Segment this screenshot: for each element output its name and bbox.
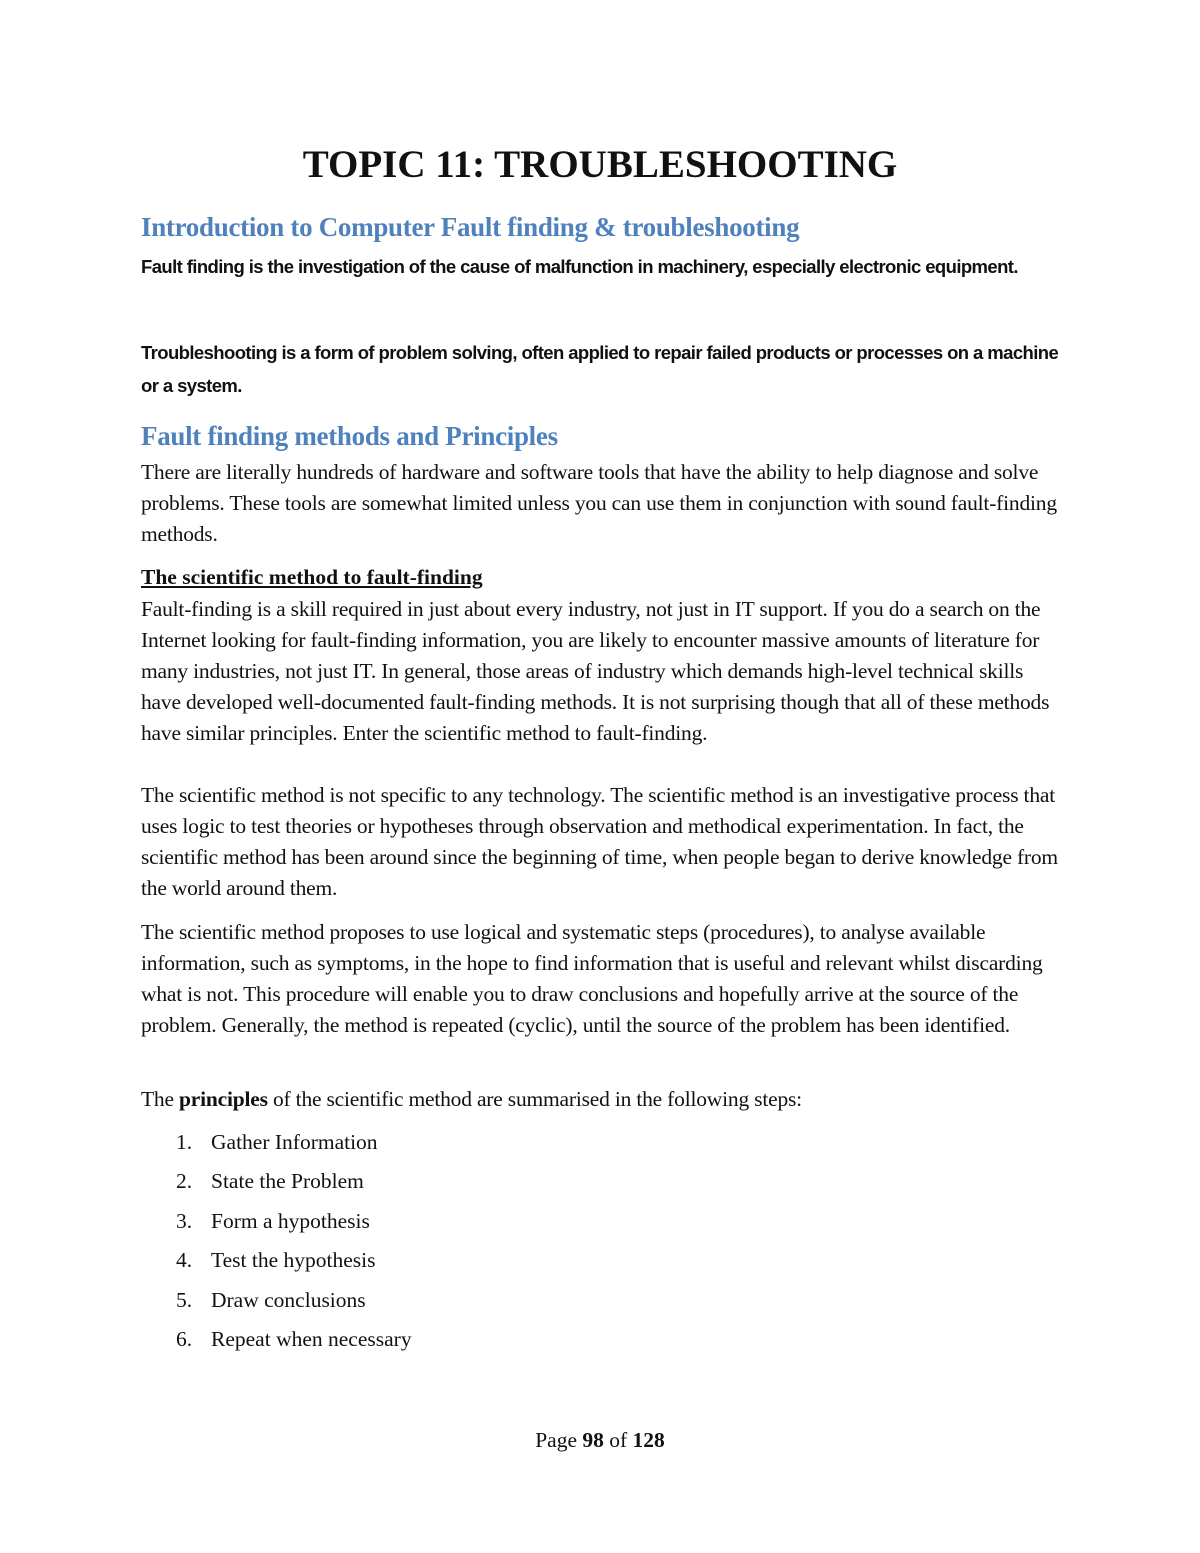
list-item [141,1281,1066,1320]
list-number: 2. [176,1169,193,1194]
paragraph-fault-finding-skill: Fault-finding is a skill required in just about every industry, not just in IT support. If you do a search on the Internet looking for fault-finding information, you are likely to encounter massive amounts of literature for many industries, not just IT. In general, those areas of industry which demands high-level technical skills have developed well-documented fault-finding methods. It is not surprising though that all of these methods have similar principles. Enter the scientific method to fault-finding. [141,597,1050,745]
paragraph-principles [141,1084,1066,1115]
list-text: Form a hypothesis [211,1208,370,1233]
text: of the scientific method are summarised in the following steps: [267,1087,802,1111]
list-number: 1. [176,1130,193,1154]
page-title: TOPIC 11: TROUBLESHOOTING [302,143,898,186]
list-number: 6. [176,1326,193,1351]
page-total: 128 [632,1428,665,1452]
list-text: State the Problem [211,1169,364,1194]
list-number: 3. [176,1208,193,1233]
list-item [141,1320,1066,1359]
list-text: Test the hypothesis [211,1248,376,1273]
section-heading-intro: Introduction to Computer Fault finding & troubleshooting [141,212,800,242]
page-number: 98 [582,1428,604,1452]
list-text: Repeat when necessary [211,1326,412,1351]
subheading-scientific-method: The scientific method to fault-finding [141,565,483,589]
list-item [141,1162,1066,1201]
paragraph-tools: There are literally hundreds of hardware and software tools that have the ability to help diagnose and solve problems. These tools are somewhat limited unless you can use them in conjunction with sound fault-finding methods. [141,460,1057,546]
paragraph-procedure: The scientific method proposes to use logical and systematic steps (procedures), to analyse available information, such as symptoms, in the hope to find information that is useful and relevant whilst discarding what is not. This procedure will enable you to draw conclusions and hopefully arrive at the source of the problem. Generally, the method is repeated (cyclic), until the source of the problem has been identified. [141,920,1043,1037]
list-number: 5. [176,1287,193,1312]
text: of [603,1428,633,1452]
list-item [141,1202,1066,1241]
list-item [141,1241,1066,1280]
list-text: Gather Information [211,1130,378,1154]
page-footer [0,1428,1200,1453]
principles-bold: principles [179,1087,268,1111]
paragraph-scientific-method: The scientific method is not specific to any technology. The scientific method is an investigative process that uses logic to test theories or hypotheses through observation and methodical experimentation. In fact, the scientific method has been around since the beginning of time, when people began to derive knowledge from the world around them. [141,783,1058,900]
text: Page [535,1428,583,1452]
list-item [141,1123,1066,1162]
definition-fault-finding: Fault finding is the investigation of the cause of malfunction in machinery, especially electronic equipment. [141,256,1018,277]
list-text: Draw conclusions [211,1287,366,1312]
steps-list [141,1123,1066,1359]
section-heading-methods: Fault finding methods and Principles [141,421,558,451]
text: The [141,1087,180,1111]
definition-troubleshooting: Troubleshooting is a form of problem solving, often applied to repair failed products or processes on a machine or a system. [141,342,1059,396]
list-number: 4. [176,1248,193,1273]
